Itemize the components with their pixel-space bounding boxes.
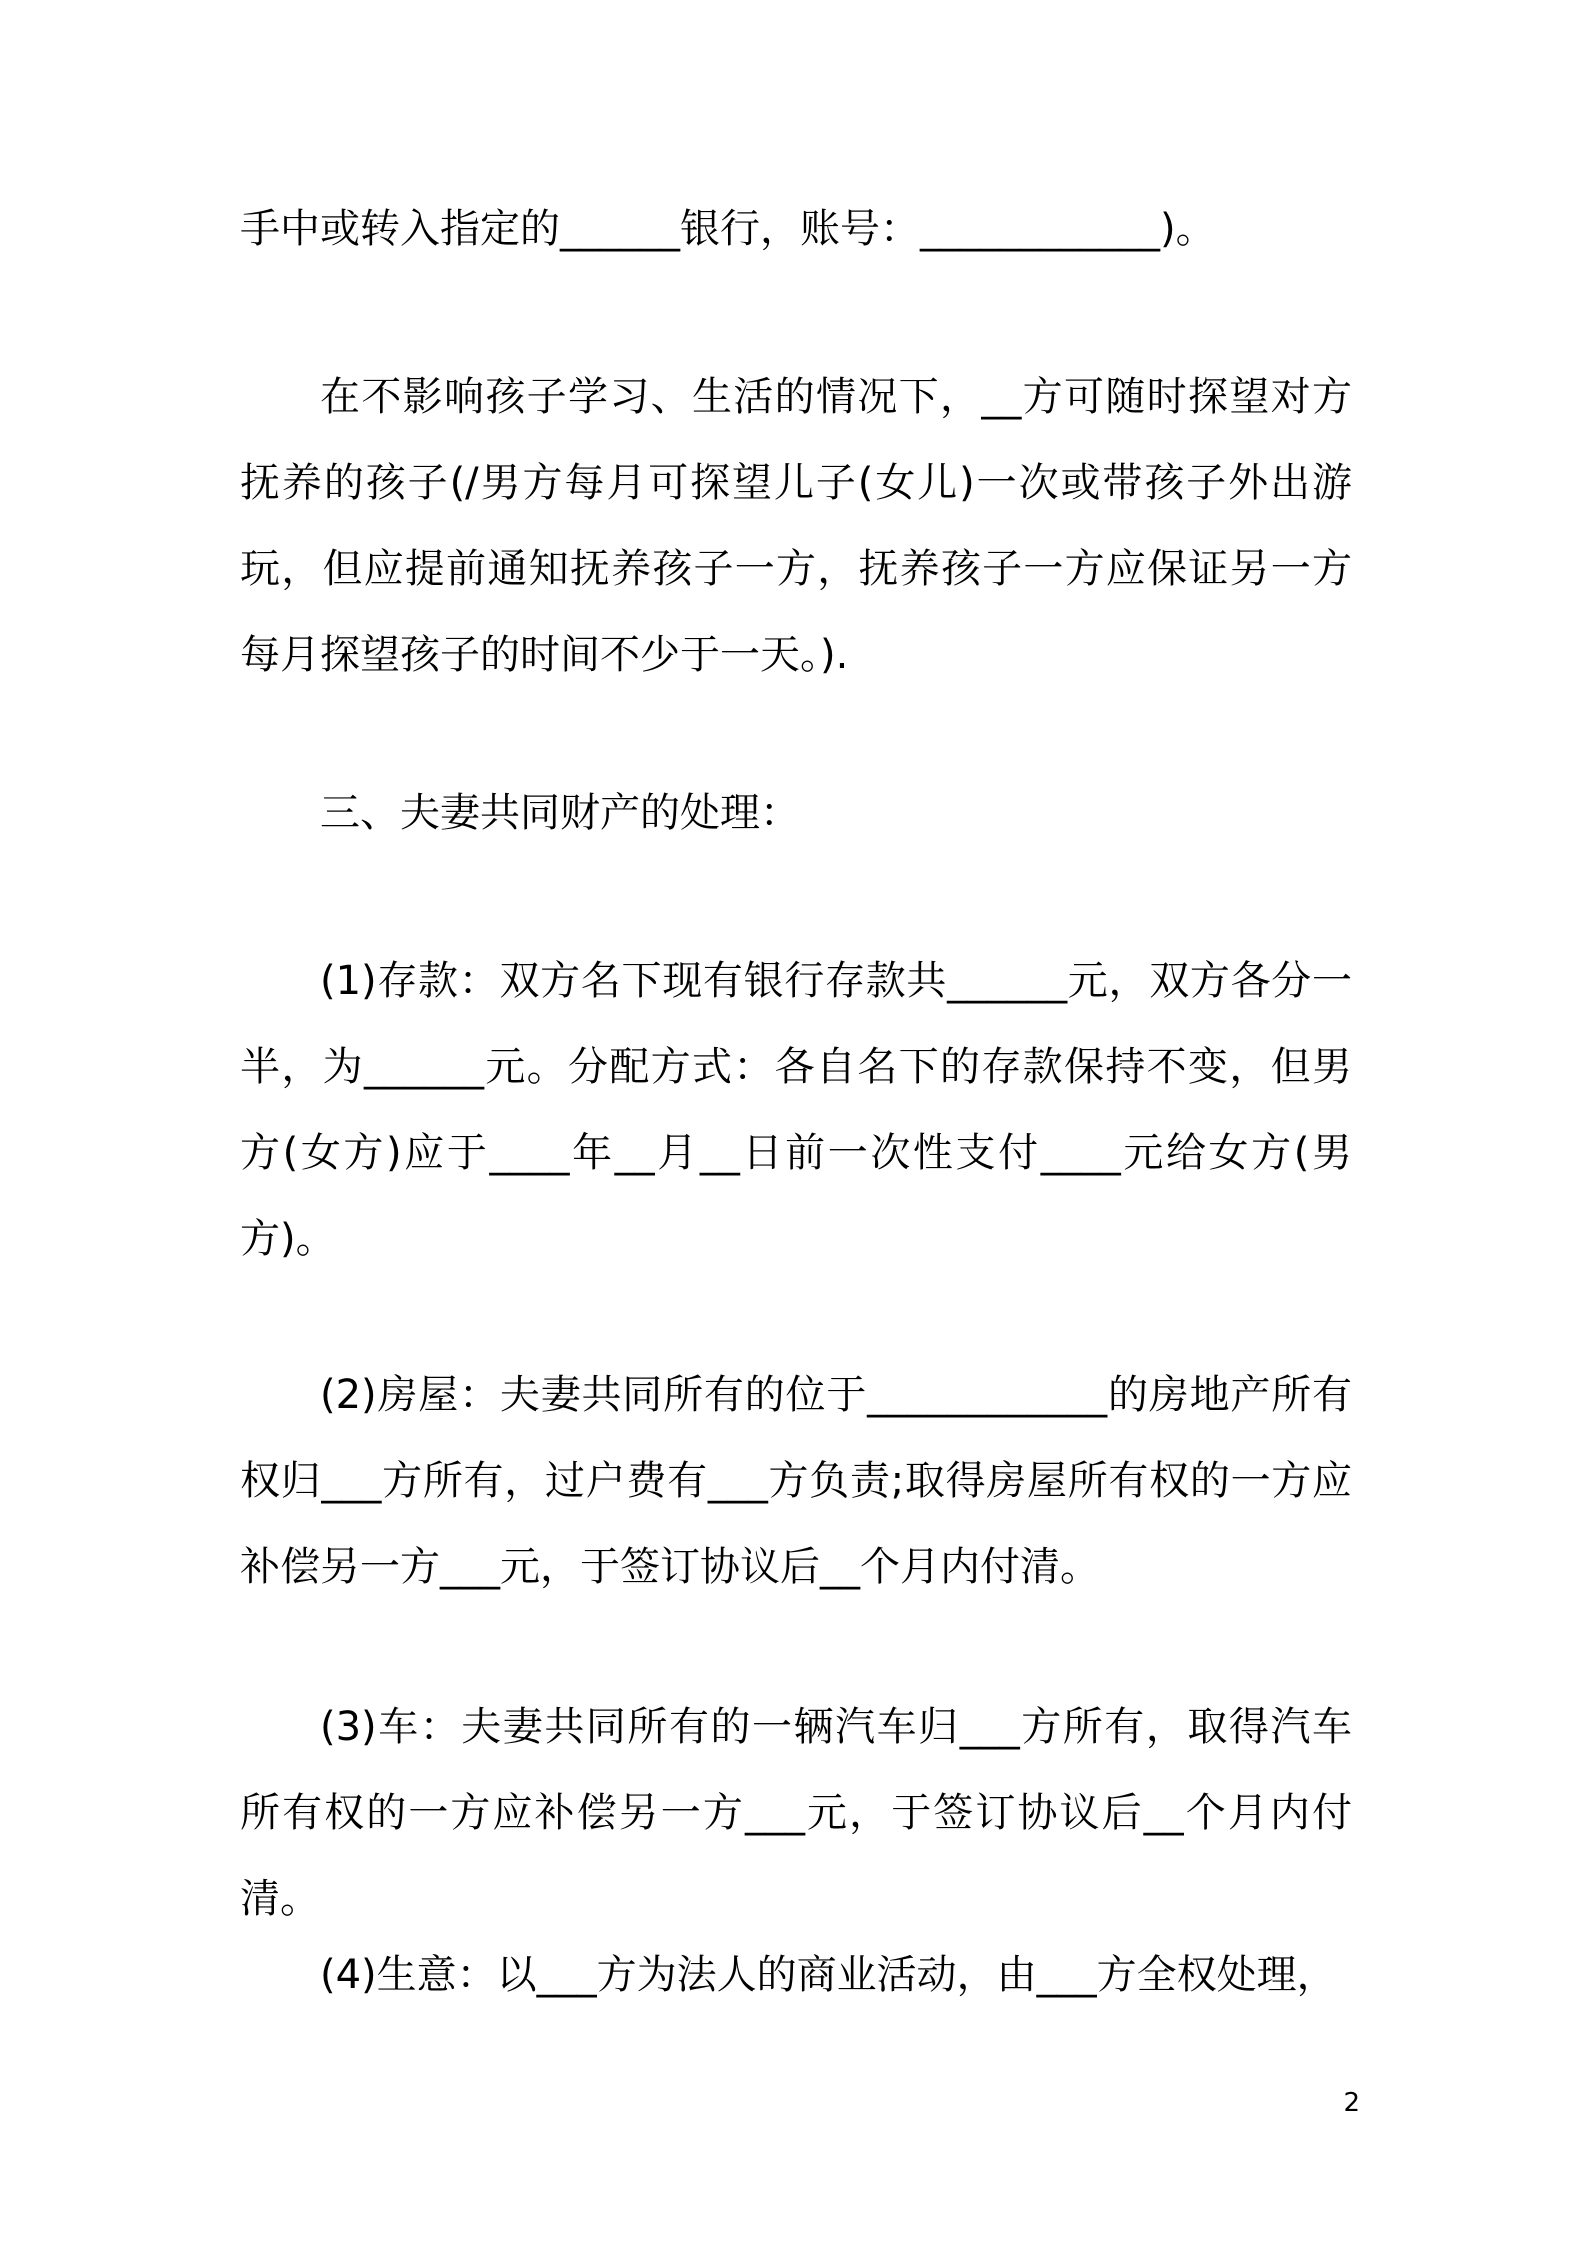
paragraph-bank-account: 手中或转入指定的______银行，账号：____________)。	[240, 206, 1216, 252]
paragraph-business: (4)生意：以___方为法人的商业活动，由___方全权处理，	[320, 1952, 1337, 1998]
paragraph-car: (3)车：夫妻共同所有的一辆汽车归___方所有，取得汽车所有权的一方应补偿另一方___元，于签订协议后__个月内付清。	[240, 1704, 1352, 1922]
paragraph-visitation: 在不影响孩子学习、生活的情况下，__方可随时探望对方抚养的孩子(/男方每月可探望儿子(女儿)一次或带孩子外出游玩，但应提前通知抚养孩子一方，抚养孩子一方应保证另一方每月探望孩子的时间不少于一天。).	[240, 374, 1352, 678]
paragraph-house: (2)房屋：夫妻共同所有的位于____________的房地产所有权归___方所有，过户费有___方负责;取得房屋所有权的一方应补偿另一方___元，于签订协议后__个月内付清。	[240, 1372, 1352, 1590]
section-heading-joint-property: 三、夫妻共同财产的处理：	[320, 790, 800, 836]
paragraph-deposits: (1)存款：双方名下现有银行存款共______元，双方各分一半，为______元。分配方式：各自名下的存款保持不变，但男方(女方)应于____年__月__日前一次性支付____元给女方(男方)。	[240, 958, 1352, 1262]
page-number: 2	[1343, 2088, 1360, 2118]
